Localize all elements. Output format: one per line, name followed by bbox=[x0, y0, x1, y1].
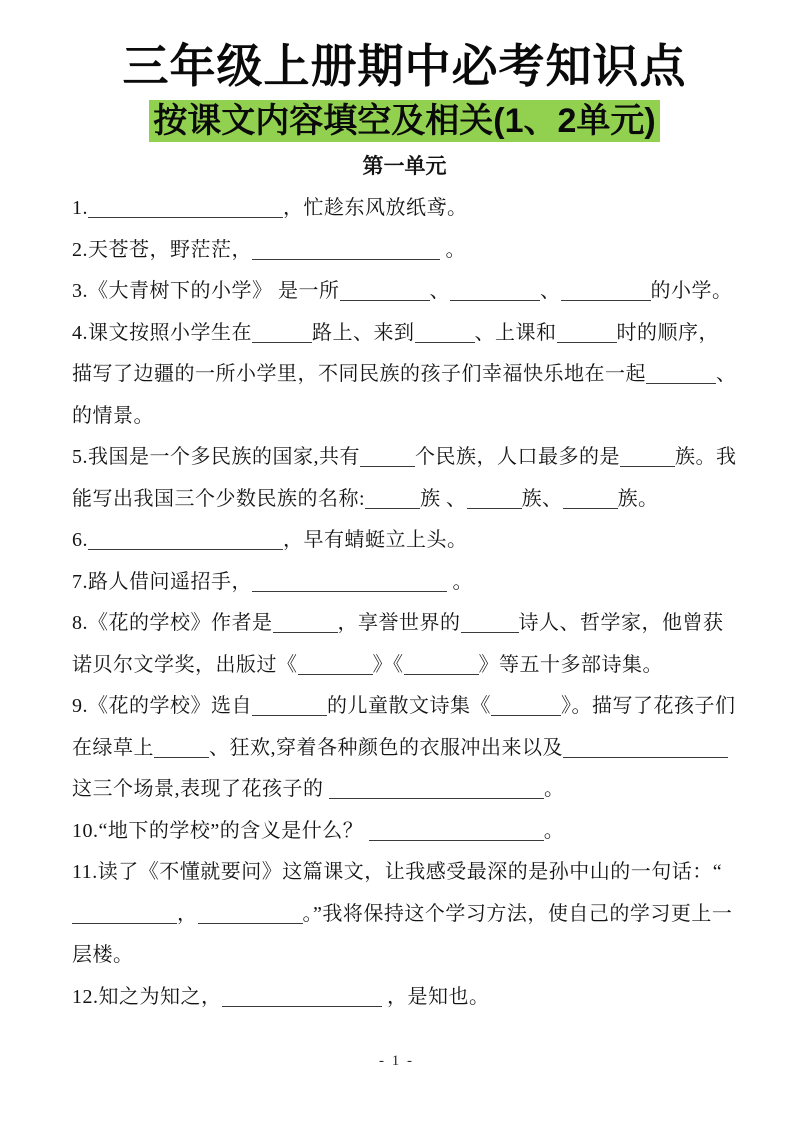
fill-in-blank bbox=[252, 698, 327, 716]
question-7 bbox=[72, 562, 737, 604]
page-title: 三年级上册期中必考知识点 bbox=[122, 40, 687, 92]
page-subtitle bbox=[72, 100, 737, 143]
fill-in-blank bbox=[360, 449, 415, 467]
question-11 bbox=[72, 852, 737, 977]
question-text: 3.《大青树下的小学》 是一所 bbox=[72, 280, 340, 303]
question-text: 路上、来到 bbox=[312, 321, 415, 344]
question-text: 。”我将保持这个学习方法，使自己的学习更上一层楼。 bbox=[72, 902, 733, 967]
fill-in-blank bbox=[491, 698, 561, 716]
question-text: 、狂欢,穿着各种颜色的衣服冲出来以及 bbox=[209, 736, 563, 759]
question-text: 。 bbox=[440, 238, 466, 261]
question-text: 。 bbox=[544, 778, 565, 801]
question-text: 。 bbox=[447, 570, 473, 593]
fill-in-blank bbox=[298, 657, 373, 675]
fill-in-blank bbox=[557, 325, 617, 343]
question-text: 族。我能写出我国三个少数民族的名称: bbox=[72, 446, 737, 510]
question-5 bbox=[72, 437, 737, 520]
question-3 bbox=[72, 271, 737, 313]
question-10 bbox=[72, 811, 737, 853]
question-text: 6. bbox=[72, 529, 88, 552]
fill-in-blank bbox=[273, 615, 338, 633]
question-text: 》等五十多部诗集。 bbox=[478, 653, 663, 676]
question-text: 、 bbox=[429, 280, 450, 303]
fill-in-blank bbox=[340, 283, 430, 301]
question-list bbox=[72, 188, 737, 1018]
fill-in-blank bbox=[154, 740, 209, 758]
fill-in-blank bbox=[467, 491, 522, 509]
section-heading: 第一单元 bbox=[362, 154, 447, 179]
fill-in-blank bbox=[450, 283, 540, 301]
question-text: 10.“地下的学校”的含义是什么？ bbox=[72, 819, 369, 842]
fill-in-blank bbox=[252, 325, 312, 343]
question-text: 。 bbox=[543, 819, 565, 842]
question-text: 4.课文按照小学生在 bbox=[72, 321, 252, 344]
fill-in-blank bbox=[369, 823, 544, 841]
question-text: 7.路人借问遥招手， bbox=[72, 570, 252, 593]
fill-in-blank bbox=[563, 491, 618, 509]
question-text: 5.我国是一个多民族的国家,共有 bbox=[72, 446, 360, 469]
question-text: 9.《花的学校》选自 bbox=[72, 695, 252, 718]
question-12 bbox=[72, 977, 737, 1019]
question-text: 的儿童散文诗集《 bbox=[327, 695, 491, 718]
question-text: 个民族，人口最多的是 bbox=[415, 446, 620, 469]
question-text: 诗人、哲学家，他曾获诺贝尔文学奖，出版过《 bbox=[72, 612, 724, 676]
question-text: 、上课和 bbox=[474, 321, 557, 344]
fill-in-blank bbox=[404, 657, 479, 675]
fill-in-blank bbox=[252, 574, 447, 592]
fill-in-blank bbox=[72, 906, 177, 924]
fill-in-blank bbox=[415, 325, 475, 343]
question-text: ，享誉世界的 bbox=[337, 612, 461, 635]
question-text: 1. bbox=[72, 197, 88, 220]
question-2 bbox=[72, 230, 737, 272]
question-text: 这三个场景,表现了花孩子的 bbox=[72, 778, 329, 801]
fill-in-blank bbox=[222, 989, 382, 1007]
fill-in-blank bbox=[461, 615, 519, 633]
question-text: ，早有蜻蜓立上头。 bbox=[283, 529, 468, 552]
question-text: 》。描写了花孩子们在绿草上 bbox=[72, 695, 736, 759]
question-text: 12.知之为知之， bbox=[72, 985, 222, 1008]
question-text: 族、 bbox=[521, 487, 563, 510]
question-text: 时的顺序，描写了边疆的一所小学里，不同民族的孩子们幸福快乐地在一起 bbox=[72, 321, 719, 386]
fill-in-blank bbox=[252, 242, 440, 260]
question-1 bbox=[72, 188, 737, 230]
fill-in-blank bbox=[365, 491, 420, 509]
question-text: 》《 bbox=[372, 653, 404, 676]
question-text: 8.《花的学校》作者是 bbox=[72, 612, 273, 635]
question-text: 族。 bbox=[617, 487, 659, 510]
question-text: 、的情景。 bbox=[72, 363, 737, 427]
fill-in-blank bbox=[198, 906, 303, 924]
question-6 bbox=[72, 520, 737, 562]
question-text: 2.天苍苍，野茫茫， bbox=[72, 238, 252, 261]
question-text: ，忙趁东风放纸鸢。 bbox=[283, 197, 468, 220]
fill-in-blank bbox=[646, 366, 716, 384]
question-text: 的小学。 bbox=[650, 280, 733, 303]
question-text: 、 bbox=[540, 280, 561, 303]
fill-in-blank bbox=[620, 449, 675, 467]
fill-in-blank bbox=[88, 532, 283, 550]
question-text: ，是知也。 bbox=[381, 985, 490, 1008]
question-4 bbox=[72, 313, 737, 438]
fill-in-blank bbox=[329, 781, 544, 799]
question-9 bbox=[72, 686, 737, 811]
question-text: 11.读了《不懂就要问》这篇课文，让我感受最深的是孙中山的一句话：“ bbox=[72, 861, 723, 884]
question-text: 族 、 bbox=[420, 487, 467, 510]
fill-in-blank bbox=[88, 200, 283, 218]
question-8 bbox=[72, 603, 737, 686]
question-text: ， bbox=[177, 902, 198, 925]
fill-in-blank bbox=[561, 283, 651, 301]
subtitle-highlight: 按课文内容填空及相关(1、2单元) bbox=[149, 100, 659, 143]
fill-in-blank bbox=[563, 740, 728, 758]
page-number: - 1 - bbox=[379, 1053, 414, 1069]
